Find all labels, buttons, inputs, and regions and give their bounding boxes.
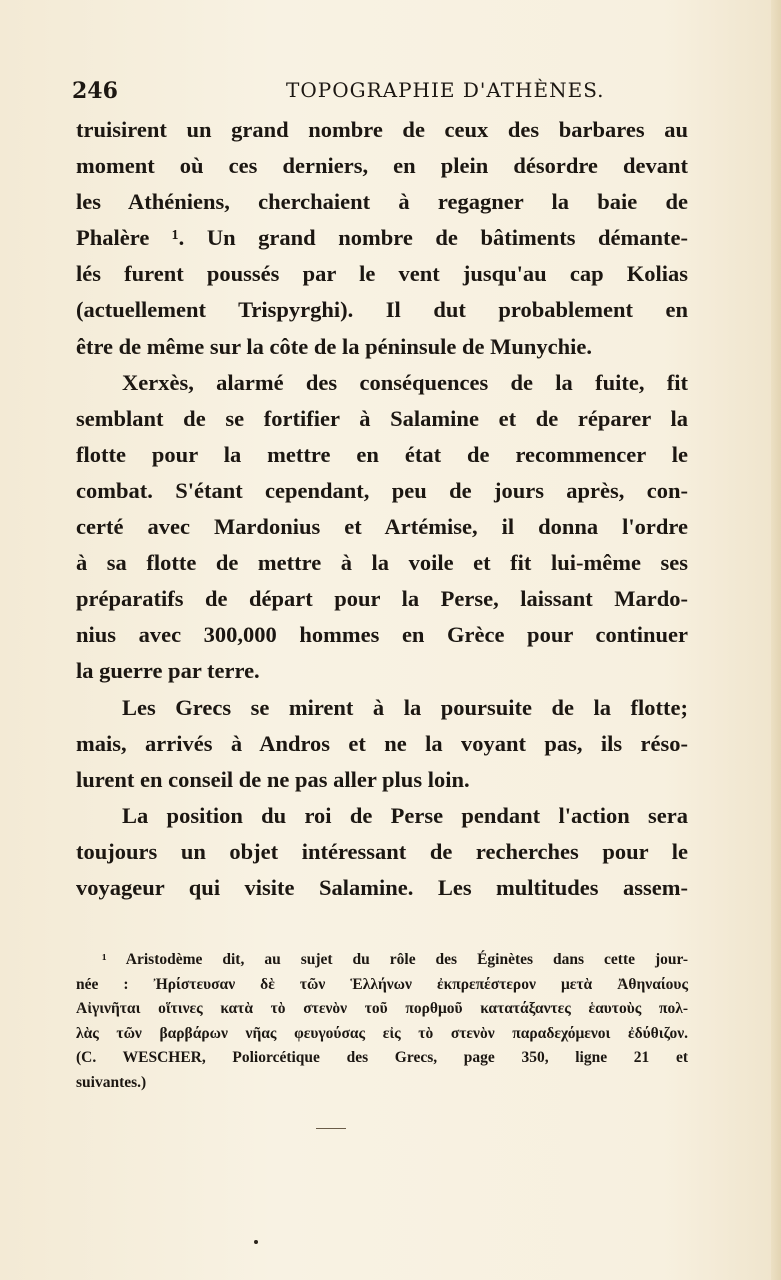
footnote-line: ¹ Aristodème dit, au sujet du rôle des Éginètes dans cette jour-: [102, 951, 688, 968]
text-line: combat. S'étant cependant, peu de jours après, con-: [76, 477, 688, 503]
footnote-line: λὰς τῶν βαρβάρων νῆας φευγούσας εἰς τὸ στενὸν παραδεχόμενοι ἐδύθιζον.: [76, 1024, 688, 1042]
main-text: [76, 112, 688, 906]
text-line: semblant de se fortifier à Salamine et de réparer la: [76, 405, 688, 431]
text-line: à sa flotte de mettre à la voile et fit lui-même ses: [76, 550, 688, 576]
page-edge: [771, 0, 781, 1280]
footnote: [76, 948, 688, 1095]
page-number: 246: [72, 78, 118, 104]
text-line: Xerxès, alarmé des conséquences de la fuite, fit: [122, 369, 688, 395]
text-line: nius avec 300,000 hommes en Grèce pour continuer: [76, 622, 688, 648]
text-line: certé avec Mardonius et Artémise, il donna l'ordre: [76, 514, 688, 540]
text-line: préparatifs de départ pour la Perse, laissant Mardo-: [76, 586, 688, 612]
text-line: voyageur qui visite Salamine. Les multitudes assem-: [76, 874, 688, 900]
text-line: les Athéniens, cherchaient à regagner la baie de: [76, 189, 688, 215]
text-line: truisirent un grand nombre de ceux des barbares au: [76, 117, 688, 142]
text-line: La position du roi de Perse pendant l'action sera: [122, 802, 688, 828]
footnote-line: Αἰγινῆται οἵτινες κατὰ τὸ στενὸν τοῦ πορθμοῦ κατατάξαντες ἑαυτοὺς πολ-: [76, 1000, 688, 1017]
text-line: Les Grecs se mirent à la poursuite de la flotte;: [122, 694, 688, 720]
text-line: toujours un objet intéressant de recherches pour le: [76, 838, 688, 864]
separator-ornament: [316, 1128, 346, 1131]
footnote-line: (C. WESCHER, Poliorcétique des Grecs, page 350, ligne 21 et: [76, 1049, 688, 1066]
text-line: (actuellement Trispyrghi). Il dut probablement en: [76, 297, 688, 323]
page-header: [72, 74, 692, 106]
running-title: TOPOGRAPHIE D'ATHÈNES.: [286, 78, 605, 102]
text-line: être de même sur la côte de la péninsule de Munychie.: [76, 333, 592, 359]
text-line: Phalère ¹. Un grand nombre de bâtiments démante-: [76, 225, 688, 251]
text-line: la guerre par terre.: [76, 658, 260, 684]
footnote-line: née : Ἠρίστευσαν δὲ τῶν Ἑλλήνων ἐκπρεπέστερον μετὰ Ἀθηναίους: [76, 975, 688, 993]
footnote-line: suivantes.): [76, 1073, 147, 1091]
text-line: mais, arrivés à Andros et ne la voyant pas, ils réso-: [76, 730, 688, 756]
text-line: lés furent poussés par le vent jusqu'au cap Kolias: [76, 261, 688, 287]
paper-speck: [254, 1240, 258, 1244]
text-line: moment où ces derniers, en plein désordre devant: [76, 153, 688, 179]
text-line: flotte pour la mettre en état de recommencer le: [76, 441, 688, 467]
text-line: lurent en conseil de ne pas aller plus loin.: [76, 766, 470, 792]
